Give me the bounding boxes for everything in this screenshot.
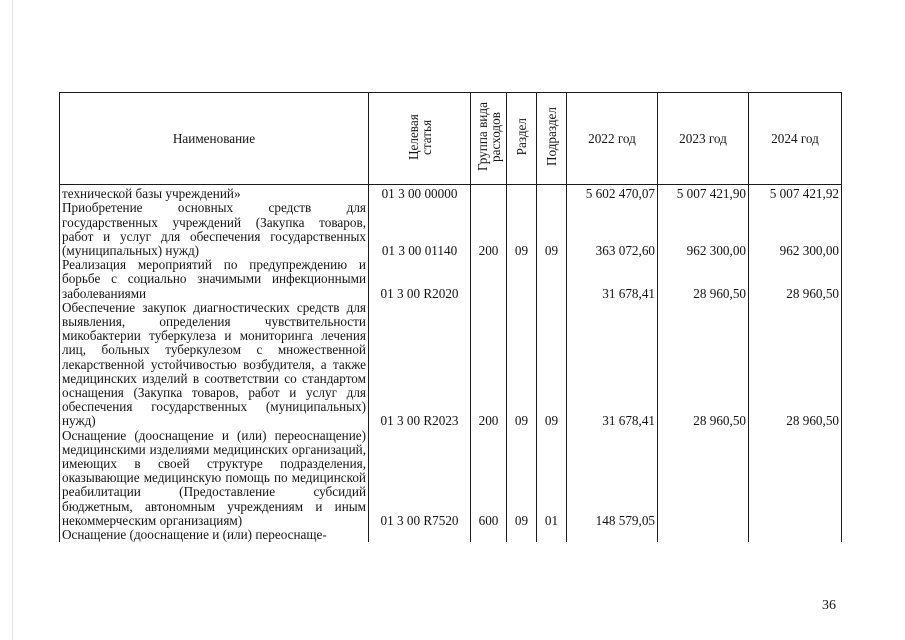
header-target-article: Целевая статья — [369, 93, 471, 185]
row-value-2023: 962 300,00 — [658, 201, 749, 258]
row-section — [507, 258, 537, 301]
row-name: Оснащение (дооснащение и (или) переоснащение) медицинскими изделиями медицинских организаций, имеющих в своей структуре подразделения, оказывающие медицинскую помощь по медицинской реабилитации (Предоставление субсидий бюджетным, автономным учреждениям и иным некоммерческим организациям) — [60, 429, 369, 528]
table-header-row — [60, 93, 842, 185]
row-section — [507, 528, 537, 542]
row-section: 09 — [507, 429, 537, 528]
header-expense-group: Группа вида расходов — [471, 93, 507, 185]
row-name: Оснащение (дооснащение и (или) переоснаще- — [60, 528, 369, 542]
row-target: 01 3 00 R7520 — [369, 429, 471, 528]
row-subsection: 09 — [537, 201, 567, 258]
row-section: 09 — [507, 201, 537, 258]
row-value-2022: 5 602 470,07 — [567, 185, 658, 202]
table-row — [60, 258, 842, 301]
row-group: 200 — [471, 201, 507, 258]
row-value-2022: 148 579,05 — [567, 429, 658, 528]
row-target: 01 3 00 R2023 — [369, 301, 471, 429]
row-group — [471, 185, 507, 202]
budget-table — [59, 92, 842, 542]
header-section: Раздел — [507, 93, 537, 185]
row-target: 01 3 00 R2020 — [369, 258, 471, 301]
row-value-2024: 5 007 421,92 — [749, 185, 842, 202]
row-value-2024: 28 960,50 — [749, 301, 842, 429]
row-value-2022: 31 678,41 — [567, 301, 658, 429]
page-number: 36 — [822, 598, 836, 613]
row-value-2024: 962 300,00 — [749, 201, 842, 258]
row-group — [471, 528, 507, 542]
header-year-2024: 2024 год — [749, 93, 842, 185]
row-value-2023: 28 960,50 — [658, 301, 749, 429]
row-subsection — [537, 185, 567, 202]
row-target — [369, 528, 471, 542]
row-value-2023 — [658, 429, 749, 528]
row-group: 200 — [471, 301, 507, 429]
row-section — [507, 185, 537, 202]
row-section: 09 — [507, 301, 537, 429]
header-year-2023: 2023 год — [658, 93, 749, 185]
row-value-2024 — [749, 528, 842, 542]
row-value-2022: 31 678,41 — [567, 258, 658, 301]
row-name: Реализация мероприятий по предупреждению и борьбе с социально значимыми инфекционными заболеваниями — [60, 258, 369, 301]
row-subsection — [537, 258, 567, 301]
row-subsection — [537, 528, 567, 542]
header-year-2022: 2022 год — [567, 93, 658, 185]
row-target: 01 3 00 01140 — [369, 201, 471, 258]
row-name: Обеспечение закупок диагностических средств для выявления, определения чувствительности микобактерии туберкулеза и мониторинга лечения лиц, больных туберкулезом с множественной лекарственной устойчивостью возбудителя, а также медицинских изделий в соответствии со стандартом оснащения (Закупка товаров, работ и услуг для обеспечения государственных (муниципальных) нужд) — [60, 301, 369, 429]
table-row — [60, 201, 842, 258]
row-value-2023: 28 960,50 — [658, 258, 749, 301]
row-subsection: 01 — [537, 429, 567, 528]
header-subsection: Подраздел — [537, 93, 567, 185]
table-row — [60, 301, 842, 429]
table-row — [60, 429, 842, 528]
row-value-2022 — [567, 528, 658, 542]
row-subsection: 09 — [537, 301, 567, 429]
row-value-2024: 28 960,50 — [749, 258, 842, 301]
row-value-2024 — [749, 429, 842, 528]
row-group: 600 — [471, 429, 507, 528]
row-value-2022: 363 072,60 — [567, 201, 658, 258]
row-value-2023 — [658, 528, 749, 542]
row-group — [471, 258, 507, 301]
table-row — [60, 528, 842, 542]
row-target: 01 3 00 00000 — [369, 185, 471, 202]
row-value-2023: 5 007 421,90 — [658, 185, 749, 202]
table-row — [60, 185, 842, 202]
row-name: технической базы учреждений» — [60, 185, 369, 202]
page-edge — [12, 0, 13, 640]
row-name: Приобретение основных средств для государственных учреждений (Закупка товаров, работ и услуг для обеспечения государственных (муниципальных) нужд) — [60, 201, 369, 258]
header-name: Наименование — [60, 93, 369, 185]
